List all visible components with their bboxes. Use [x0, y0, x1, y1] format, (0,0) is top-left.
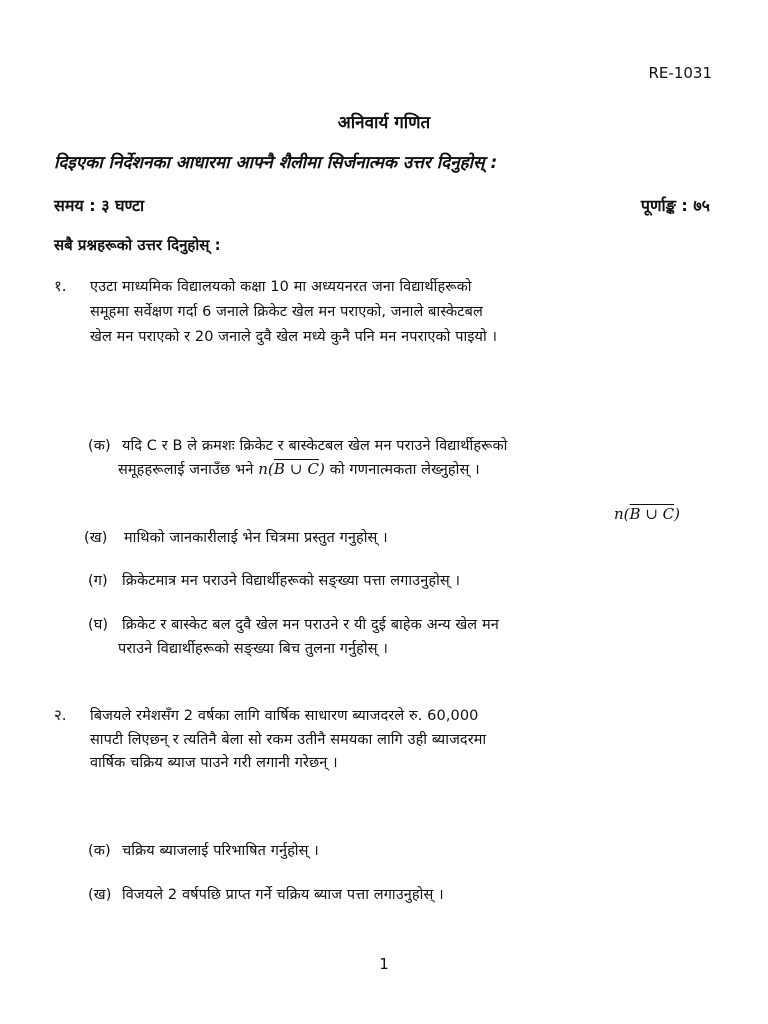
- question-1c-text: क्रिकेटमात्र मन पराउने विद्यार्थीहरूको सङ्ख्या पत्ता लगाउनुहोस् ।: [122, 573, 461, 589]
- question-1a-line-2: [118, 459, 480, 479]
- page-number: 1: [379, 955, 389, 973]
- exam-time: समय : ३ घण्टा: [54, 196, 145, 215]
- question-2-line-3: वार्षिक चक्रिय ब्याज पाउने गरी लगानी गरेछन् ।: [90, 755, 338, 771]
- question-1-line-2: समूहमा सर्वेक्षण गर्दा 6 जनाले क्रिकेट खेल मन पराएको, जनाले बास्केटबल: [90, 304, 483, 320]
- question-1a-text: समूहहरूलाई जनाउँछ भने: [118, 462, 254, 478]
- question-1-line-1: एउटा माध्यमिक विद्यालयको कक्षा 10 मा अध्ययनरत जना विद्यार्थीहरूको: [90, 279, 472, 295]
- general-instruction: दिइएका निर्देशनका आधारमा आफ्नै शैलीमा सिर्जनात्मक उत्तर दिनुहोस् :: [54, 153, 498, 173]
- side-math-expression: n(B ∪ C): [614, 505, 680, 523]
- question-2a-label: (क): [88, 843, 111, 859]
- question-1-number: १.: [54, 277, 67, 295]
- answer-all-instruction: सबै प्रश्नहरूको उत्तर दिनुहोस् :: [54, 236, 221, 254]
- question-1d-line-1: क्रिकेट र बास्केट बल दुवै खेल मन पराउने र यी दुई बाहेक अन्य खेल मन: [122, 617, 499, 633]
- set-union-expression: n(B ∪ C): [258, 460, 325, 478]
- question-1a-text-end: को गणनात्मकता लेख्नुहोस् ।: [329, 462, 480, 478]
- question-1a-label: (क): [88, 438, 111, 454]
- question-2a-text: चक्रिय ब्याजलाई परिभाषित गर्नुहोस् ।: [122, 843, 319, 859]
- question-2-line-2: सापटी लिएछन् र त्यतिनै बेला सो रकम उतीनै समयका लागि उही ब्याजदरमा: [90, 732, 487, 748]
- question-1a-line-1: यदि C र B ले क्रमशः क्रिकेट र बास्केटबल खेल मन पराउने विद्यार्थीहरूको: [122, 438, 508, 454]
- question-2-number: २.: [54, 706, 67, 724]
- question-1-line-3: खेल मन पराएको र 20 जनाले दुवै खेल मध्ये कुनै पनि मन नपराएको पाइयो ।: [90, 329, 498, 345]
- exam-code: RE-1031: [648, 64, 712, 82]
- overline-set: B ∪ C: [629, 505, 675, 523]
- question-1b-label: (ख): [84, 530, 108, 546]
- full-marks: पूर्णाङ्क : ७५: [640, 196, 710, 215]
- question-1d-line-2: पराउने विद्यार्थीहरूको सङ्ख्या बिच तुलना गर्नुहोस् ।: [118, 641, 388, 657]
- overline-set: B ∪ C: [273, 460, 320, 478]
- question-2b-text: विजयले 2 वर्षपछि प्राप्त गर्ने चक्रिय ब्याज पत्ता लगाउनुहोस् ।: [122, 887, 444, 903]
- question-2b-label: (ख): [88, 887, 112, 903]
- question-1c-label: (ग): [88, 573, 108, 589]
- question-2-line-1: बिजयले रमेशसँग 2 वर्षका लागि वार्षिक साधारण ब्याजदरले रु. 60,000: [90, 708, 479, 724]
- question-1d-label: (घ): [88, 617, 109, 633]
- page-title: अनिवार्य गणित: [337, 113, 431, 133]
- question-1b-text: माथिको जानकारीलाई भेन चित्रमा प्रस्तुत गनुहोस् ।: [124, 530, 388, 546]
